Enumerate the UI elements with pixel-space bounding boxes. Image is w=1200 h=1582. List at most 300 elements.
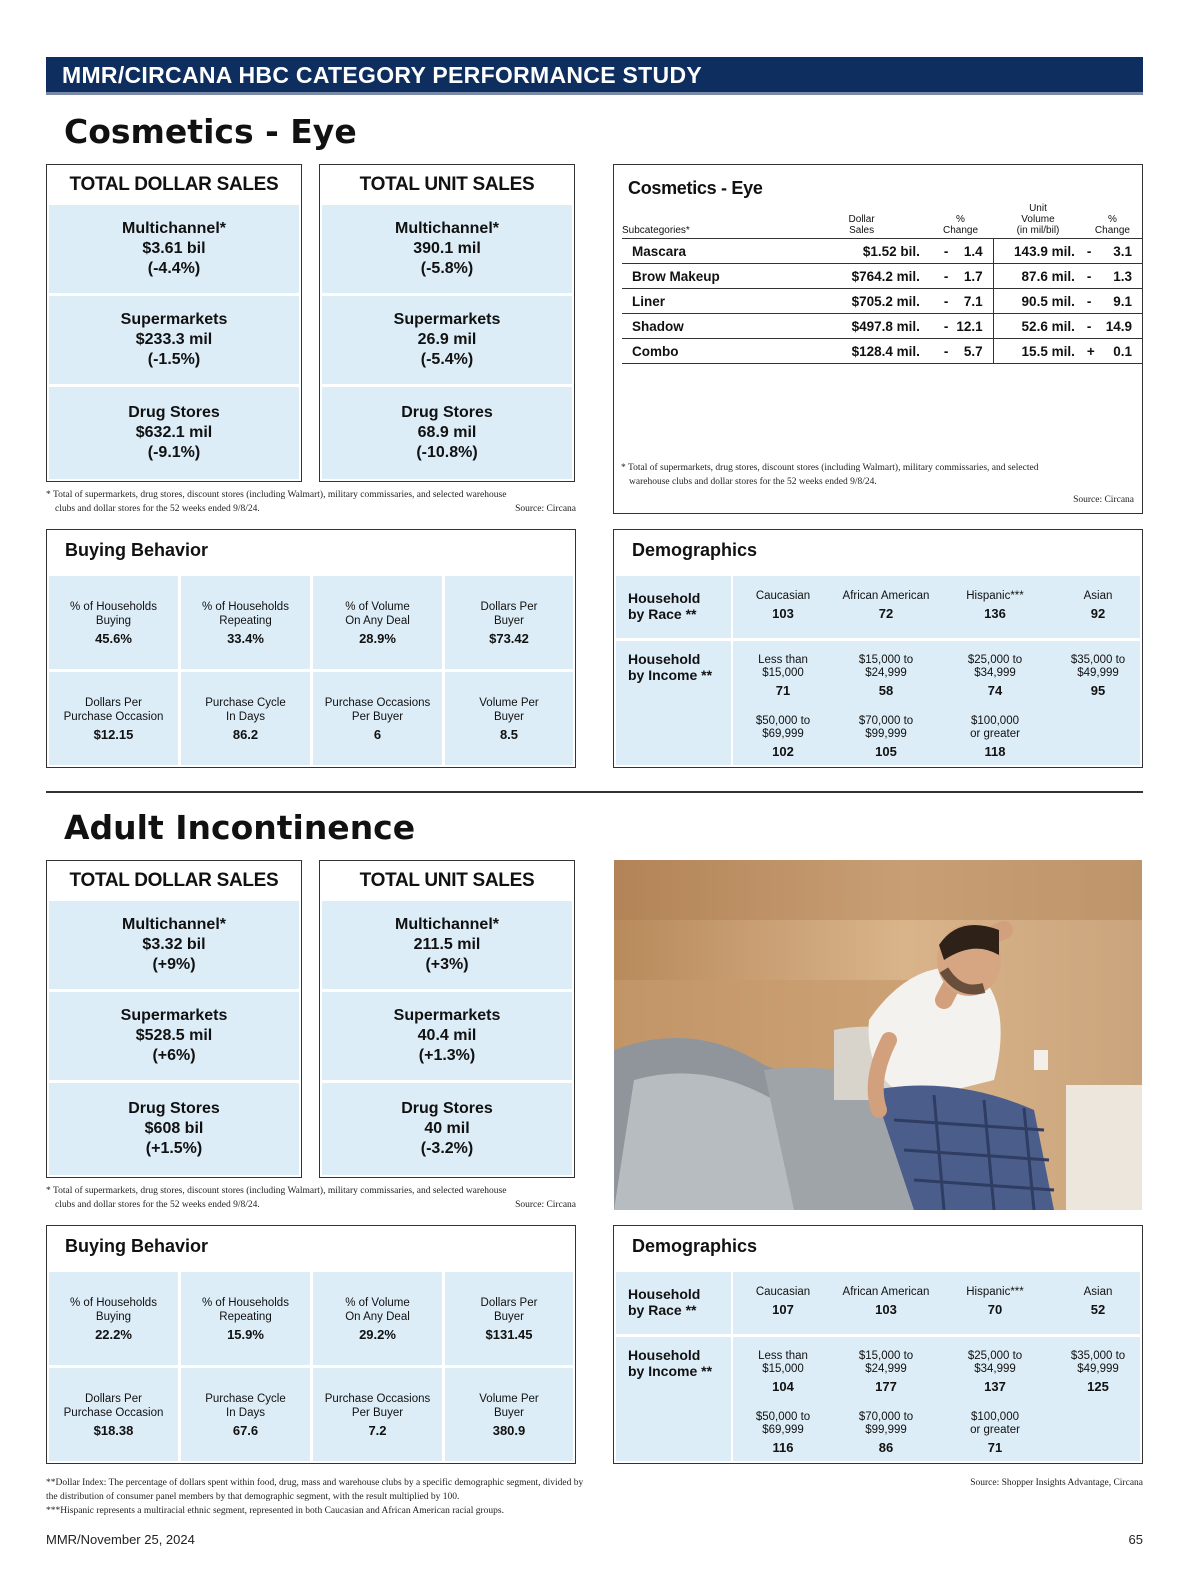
- subcat-vchange: [1083, 239, 1142, 264]
- item-value: 107: [772, 1302, 794, 1317]
- item-label: $50,000 to: [755, 715, 811, 727]
- footnote-line: * Total of supermarkets, drug stores, discount stores (including Walmart), military commissaries, and selected warehouse: [46, 490, 507, 500]
- subcat-change: [928, 289, 993, 314]
- cell-value: 40.4 mil: [417, 1027, 477, 1044]
- sales-cell: [49, 901, 299, 989]
- sales-cell: [49, 992, 299, 1080]
- box-heading: TOTAL DOLLAR SALES: [69, 870, 279, 891]
- item-value: 71: [775, 683, 791, 698]
- change-value: 0.1: [1113, 343, 1132, 359]
- change-value: 1.4: [963, 243, 983, 259]
- income-heading: [628, 651, 738, 683]
- income-block: [616, 641, 1140, 765]
- cell-label: Buying: [95, 614, 132, 627]
- race-item: [733, 590, 833, 620]
- cell-label: Per Buyer: [351, 1406, 404, 1419]
- cell-value: $73.42: [489, 630, 529, 646]
- item-value: 136: [984, 606, 1006, 621]
- race-item: [1048, 590, 1148, 620]
- cell-value: $131.45: [485, 1326, 533, 1342]
- sales-cell: [49, 205, 299, 293]
- cell-label: Supermarkets: [120, 1007, 228, 1024]
- cell-label: Purchase Cycle: [205, 1392, 286, 1405]
- heading-line: Household: [628, 590, 701, 606]
- cell-change: (-5.4%): [420, 351, 474, 368]
- behavior-cell: [49, 576, 178, 669]
- subcategory-source: Source: Circana: [1073, 495, 1134, 505]
- heading-line: Household: [628, 651, 701, 667]
- cell-label: Supermarkets: [120, 311, 228, 328]
- total-unit-sales-box: [319, 164, 575, 482]
- header-line: Unit: [1029, 203, 1047, 214]
- header-line: Volume: [1021, 214, 1055, 225]
- item-label: $24,999: [865, 1363, 907, 1375]
- item-label: Less than: [758, 1350, 808, 1362]
- item-label: $35,000 to: [1070, 654, 1126, 666]
- race-item: [945, 1286, 1045, 1316]
- item-value: 103: [772, 606, 794, 621]
- cell-value: 380.9: [492, 1422, 526, 1438]
- buying-behavior-panel: [46, 1225, 576, 1464]
- sales-cell: [49, 1083, 299, 1175]
- item-label: Less than: [758, 654, 808, 666]
- column-divider: [731, 1272, 733, 1334]
- behavior-cell: [49, 672, 178, 765]
- change-value: 9.1: [1113, 293, 1132, 309]
- sales-cell: [322, 387, 572, 479]
- item-label: or greater: [970, 1424, 1020, 1436]
- race-heading: [628, 1286, 738, 1318]
- item-label: Hispanic***: [966, 1286, 1024, 1298]
- item-value: 70: [987, 1302, 1003, 1317]
- change-value: 7.1: [963, 293, 983, 309]
- income-item: [836, 654, 936, 697]
- cell-value: 40 mil: [424, 1120, 470, 1137]
- race-item: [945, 590, 1045, 620]
- footnote-line: warehouse clubs and dollar stores for the 52 weeks ended 9/8/24.: [629, 477, 877, 487]
- item-label: $70,000 to: [858, 1411, 914, 1423]
- cell-change: (+9%): [152, 956, 196, 973]
- change-sign: -: [1086, 318, 1092, 334]
- subcategory-table: [622, 203, 1142, 364]
- item-label: $15,000 to: [858, 1350, 914, 1362]
- cell-change: (+1.3%): [418, 1047, 476, 1064]
- cell-change: (-9.1%): [147, 444, 201, 461]
- behavior-cell: [445, 1272, 573, 1365]
- footnote-line: clubs and dollar stores for the 52 weeks ended 9/8/24.: [55, 1200, 260, 1210]
- cell-value: $528.5 mil: [135, 1027, 213, 1044]
- cell-label: In Days: [226, 1406, 265, 1419]
- table-row: [622, 264, 1142, 289]
- footnote-line: * Total of supermarkets, drug stores, discount stores (including Walmart), military commissaries, and selected warehouse: [46, 1186, 507, 1196]
- buying-behavior-panel: [46, 529, 576, 768]
- item-label: Hispanic***: [966, 590, 1024, 602]
- column-divider: [731, 576, 733, 638]
- header-line: (in mil/bil): [1016, 225, 1060, 236]
- cell-value: $608 bil: [144, 1120, 204, 1137]
- total-unit-sales-box: [319, 860, 575, 1178]
- cell-value: 26.9 mil: [417, 331, 477, 348]
- cell-label: Volume Per: [479, 696, 539, 709]
- col-dollar-sales: [795, 203, 928, 239]
- item-value: 52: [1090, 1302, 1106, 1317]
- behavior-cell: [181, 576, 310, 669]
- section-title: Adult Incontinence: [64, 808, 416, 847]
- subcat-sales: $1.52 bil.: [795, 239, 928, 264]
- heading-line: Household: [628, 1286, 701, 1302]
- box-heading: TOTAL UNIT SALES: [359, 870, 535, 891]
- item-label: Caucasian: [755, 590, 811, 602]
- cell-label: Drug Stores: [401, 404, 493, 421]
- change-sign: -: [943, 268, 949, 284]
- cell-label: Multichannel*: [121, 220, 226, 237]
- item-value: 95: [1090, 683, 1106, 698]
- page-number: 65: [1128, 1532, 1143, 1547]
- heading-line: by Race **: [628, 606, 697, 622]
- subcat-vchange: [1083, 314, 1142, 339]
- subcat-change: [928, 339, 993, 364]
- subcat-name: Combo: [622, 339, 795, 364]
- cell-label: Multichannel*: [121, 916, 226, 933]
- col-unit-volume: [993, 203, 1083, 239]
- item-value: 58: [878, 683, 894, 698]
- cell-label: Buyer: [493, 1406, 525, 1419]
- sales-cell: [322, 1083, 572, 1175]
- cell-label: Purchase Occasion: [63, 710, 164, 723]
- cell-value: 22.2%: [95, 1326, 132, 1342]
- column-divider: [731, 1337, 733, 1461]
- item-label: $99,999: [865, 1424, 907, 1436]
- item-label: or greater: [970, 728, 1020, 740]
- cell-label: Dollars Per: [85, 696, 142, 709]
- cell-value: $3.32 bil: [142, 936, 206, 953]
- cell-value: 211.5 mil: [413, 936, 481, 953]
- cell-value: $233.3 mil: [135, 331, 213, 348]
- income-item: [836, 1411, 936, 1454]
- cell-label: On Any Deal: [345, 614, 410, 627]
- change-sign: -: [1086, 268, 1092, 284]
- heading-line: by Race **: [628, 1302, 697, 1318]
- cell-label: Multichannel*: [394, 220, 499, 237]
- cell-label: Repeating: [219, 614, 272, 627]
- item-value: 71: [987, 1440, 1003, 1455]
- heading-line: Household: [628, 1347, 701, 1363]
- behavior-cell: [181, 672, 310, 765]
- subcat-volume: 143.9 mil.: [993, 239, 1083, 264]
- behavior-cell: [313, 1368, 442, 1461]
- subcat-name: Mascara: [622, 239, 795, 264]
- panel-title: Demographics: [632, 540, 758, 560]
- race-item: [836, 590, 936, 620]
- footnote-line: clubs and dollar stores for the 52 weeks ended 9/8/24.: [55, 504, 260, 514]
- race-heading: [628, 590, 738, 622]
- table-row: [622, 314, 1142, 339]
- subcat-volume: 90.5 mil.: [993, 289, 1083, 314]
- cell-change: (-4.4%): [147, 260, 201, 277]
- cell-label: % of Households: [202, 1296, 289, 1309]
- item-value: 86: [878, 1440, 894, 1455]
- cell-label: % of Volume: [345, 600, 410, 613]
- item-label: $15,000 to: [858, 654, 914, 666]
- item-label: Asian: [1083, 590, 1113, 602]
- change-sign: -: [943, 293, 949, 309]
- panel-title: Buying Behavior: [65, 540, 209, 560]
- cell-value: 29.2%: [359, 1326, 396, 1342]
- behavior-cell: [181, 1272, 310, 1365]
- behavior-cell: [445, 1368, 573, 1461]
- cell-value: 6: [373, 726, 382, 742]
- change-sign: -: [943, 318, 949, 334]
- change-sign: -: [943, 343, 949, 359]
- item-value: 116: [772, 1440, 794, 1455]
- cell-label: Purchase Occasion: [63, 1406, 164, 1419]
- heading-line: by Income **: [628, 667, 713, 683]
- income-item: [945, 1350, 1045, 1393]
- heading-line: by Income **: [628, 1363, 713, 1379]
- subcat-name: Liner: [622, 289, 795, 314]
- note-line: ***Hispanic represents a multiracial ethnic segment, represented in both Caucasian and African American racial groups.: [46, 1506, 504, 1516]
- item-label: $25,000 to: [967, 1350, 1023, 1362]
- item-value: 177: [875, 1379, 897, 1394]
- item-label: $100,000: [971, 715, 1019, 727]
- header-line: %: [956, 214, 965, 225]
- note-line: the distribution of consumer panel members by that demographic segment, with the result multiplied by 100.: [46, 1492, 460, 1502]
- subcat-name: Brow Makeup: [622, 264, 795, 289]
- subcategory-panel: [613, 164, 1143, 514]
- cell-label: % of Volume: [345, 1296, 410, 1309]
- behavior-cell: [313, 672, 442, 765]
- cell-label: % of Households: [202, 600, 289, 613]
- cell-label: Purchase Cycle: [205, 696, 286, 709]
- header-line: %: [1107, 214, 1117, 225]
- income-item: [733, 1350, 833, 1393]
- income-item: [1048, 654, 1148, 697]
- item-label: $34,999: [974, 667, 1016, 679]
- item-label: $49,999: [1077, 1363, 1119, 1375]
- subcat-volume: 52.6 mil.: [993, 314, 1083, 339]
- subcat-change: [928, 314, 993, 339]
- total-dollar-sales-box: [46, 860, 302, 1178]
- col-pct-change: [928, 203, 993, 239]
- sales-cell: [49, 387, 299, 479]
- subcat-sales: $128.4 mil.: [795, 339, 928, 364]
- behavior-cell: [181, 1368, 310, 1461]
- col-unit-pct-change: [1083, 203, 1142, 239]
- item-label: $34,999: [974, 1363, 1016, 1375]
- cell-value: 7.2: [368, 1422, 387, 1438]
- change-value: 1.7: [963, 268, 983, 284]
- change-sign: -: [1086, 293, 1092, 309]
- cell-value: $18.38: [93, 1422, 134, 1438]
- item-label: $15,000: [762, 1363, 804, 1375]
- cell-value: 390.1 mil: [413, 240, 481, 257]
- subcategory-footnote: [621, 461, 1131, 489]
- income-item: [836, 1350, 936, 1393]
- header-line: Dollar: [848, 214, 875, 225]
- total-dollar-sales-box: [46, 164, 302, 482]
- photo-illustration: [614, 860, 1142, 1210]
- behavior-cell: [445, 576, 573, 669]
- behavior-cell: [49, 1368, 178, 1461]
- subcat-vchange: [1083, 264, 1142, 289]
- table-row: [622, 339, 1142, 364]
- race-item: [733, 1286, 833, 1316]
- item-label: $15,000: [762, 667, 804, 679]
- cell-value: $12.15: [93, 726, 134, 742]
- cell-label: In Days: [226, 710, 265, 723]
- change-value: 1.3: [1113, 268, 1132, 284]
- cell-label: Multichannel*: [394, 916, 499, 933]
- cell-label: Buyer: [493, 1310, 525, 1323]
- sales-cell: [49, 296, 299, 384]
- change-sign: -: [1086, 243, 1092, 259]
- footnote-source: Source: Circana: [515, 504, 576, 514]
- cell-value: 28.9%: [359, 630, 396, 646]
- change-value: 12.1: [956, 318, 983, 334]
- header-line: Sales: [849, 225, 875, 236]
- item-label: $70,000 to: [858, 715, 914, 727]
- table-row: [622, 239, 1142, 264]
- subcat-volume: 87.6 mil.: [993, 264, 1083, 289]
- income-item: [945, 715, 1045, 758]
- box-heading: TOTAL DOLLAR SALES: [69, 174, 279, 195]
- item-label: $99,999: [865, 728, 907, 740]
- item-label: Asian: [1083, 1286, 1113, 1298]
- header-line: Change: [1094, 225, 1130, 236]
- cell-change: (-5.8%): [420, 260, 474, 277]
- sales-cell: [322, 901, 572, 989]
- income-item: [945, 654, 1045, 697]
- item-value: 104: [772, 1379, 794, 1394]
- subcat-sales: $764.2 mil.: [795, 264, 928, 289]
- race-item: [1048, 1286, 1148, 1316]
- cell-label: Buyer: [493, 710, 525, 723]
- change-sign: -: [943, 243, 949, 259]
- item-label: $35,000 to: [1070, 1350, 1126, 1362]
- cell-label: Buyer: [493, 614, 525, 627]
- item-value: 72: [878, 606, 894, 621]
- item-value: 137: [984, 1379, 1006, 1394]
- col-subcategories: Subcategories*: [622, 203, 795, 239]
- table-row: [622, 289, 1142, 314]
- income-item: [836, 715, 936, 758]
- cell-label: Drug Stores: [128, 404, 220, 421]
- item-label: $50,000 to: [755, 1411, 811, 1423]
- note-line: **Dollar Index: The percentage of dollars spent within food, drug, mass and warehouse clubs by a specific demographic segment, divided by: [46, 1478, 584, 1488]
- subcat-change: [928, 264, 993, 289]
- column-divider: [731, 641, 733, 765]
- cell-value: 33.4%: [227, 630, 264, 646]
- change-value: 5.7: [963, 343, 983, 359]
- cell-value: 86.2: [232, 726, 259, 742]
- cell-value: 67.6: [232, 1422, 259, 1438]
- item-value: 74: [987, 683, 1003, 698]
- item-label: $69,999: [762, 1424, 804, 1436]
- section-divider: [46, 791, 1143, 793]
- sales-cell: [322, 296, 572, 384]
- item-value: 125: [1087, 1379, 1109, 1394]
- box-heading: TOTAL UNIT SALES: [359, 174, 535, 195]
- subcat-name: Shadow: [622, 314, 795, 339]
- man-on-bed-photo: [614, 860, 1142, 1210]
- item-label: $24,999: [865, 667, 907, 679]
- income-item: [1048, 1350, 1148, 1393]
- income-item: [733, 715, 833, 758]
- cell-value: 15.9%: [227, 1326, 264, 1342]
- cell-change: (-10.8%): [416, 444, 478, 461]
- behavior-cell: [313, 576, 442, 669]
- subcat-change: [928, 239, 993, 264]
- cell-value: 68.9 mil: [417, 424, 477, 441]
- cell-label: Per Buyer: [351, 710, 404, 723]
- item-value: 102: [772, 744, 794, 759]
- change-value: 3.1: [1113, 243, 1132, 259]
- item-label: $49,999: [1077, 667, 1119, 679]
- sales-footnote: [46, 1184, 576, 1212]
- cell-label: Purchase Occasions: [324, 696, 431, 709]
- cell-label: Supermarkets: [393, 311, 501, 328]
- section-title: Cosmetics - Eye: [64, 112, 357, 151]
- income-item: [733, 654, 833, 697]
- race-block: [616, 1272, 1140, 1334]
- item-value: 103: [875, 1302, 897, 1317]
- subcat-vchange: [1083, 339, 1142, 364]
- subcat-sales: $497.8 mil.: [795, 314, 928, 339]
- panel-title: Demographics: [632, 1236, 758, 1256]
- cell-label: Drug Stores: [128, 1100, 220, 1117]
- cell-label: Dollars Per: [480, 1296, 538, 1309]
- subcategory-title: Cosmetics - Eye: [628, 178, 763, 198]
- cell-label: Dollars Per: [480, 600, 538, 613]
- demographics-source: Source: Shopper Insights Advantage, Circana: [970, 1478, 1143, 1488]
- cell-value: 8.5: [499, 726, 519, 742]
- race-item: [836, 1286, 936, 1316]
- table-header-row: [622, 203, 1142, 239]
- cell-label: Repeating: [219, 1310, 272, 1323]
- income-block: [616, 1337, 1140, 1461]
- demographics-panel: [613, 1225, 1143, 1464]
- panel-title: Buying Behavior: [65, 1236, 209, 1256]
- cell-label: Volume Per: [479, 1392, 539, 1405]
- subcat-volume: 15.5 mil.: [993, 339, 1083, 364]
- cell-label: % of Households: [70, 600, 157, 613]
- sales-cell: [322, 205, 572, 293]
- cell-change: (+6%): [152, 1047, 196, 1064]
- footnote-source: Source: Circana: [515, 1200, 576, 1210]
- item-label: $100,000: [971, 1411, 1019, 1423]
- cell-change: (+1.5%): [145, 1140, 203, 1157]
- change-value: 14.9: [1105, 318, 1132, 334]
- cell-label: Supermarkets: [393, 1007, 501, 1024]
- item-value: 92: [1090, 606, 1106, 621]
- cell-label: On Any Deal: [345, 1310, 410, 1323]
- demographics-panel: [613, 529, 1143, 768]
- cell-label: Buying: [95, 1310, 132, 1323]
- footnote-line: * Total of supermarkets, drug stores, discount stores (including Walmart), military commissaries, and selected: [621, 463, 1039, 473]
- cell-change: (-1.5%): [147, 351, 201, 368]
- sales-footnote: [46, 488, 576, 516]
- cell-change: (-3.2%): [420, 1140, 474, 1157]
- header-bar: [46, 57, 1143, 95]
- sales-cell: [322, 992, 572, 1080]
- cell-label: % of Households: [70, 1296, 157, 1309]
- cell-label: Drug Stores: [401, 1100, 493, 1117]
- header-title: MMR/CIRCANA HBC CATEGORY PERFORMANCE STUDY: [62, 62, 702, 88]
- change-sign: +: [1086, 343, 1095, 359]
- cell-value: 45.6%: [95, 630, 132, 646]
- behavior-cell: [313, 1272, 442, 1365]
- item-label: African American: [842, 1286, 930, 1298]
